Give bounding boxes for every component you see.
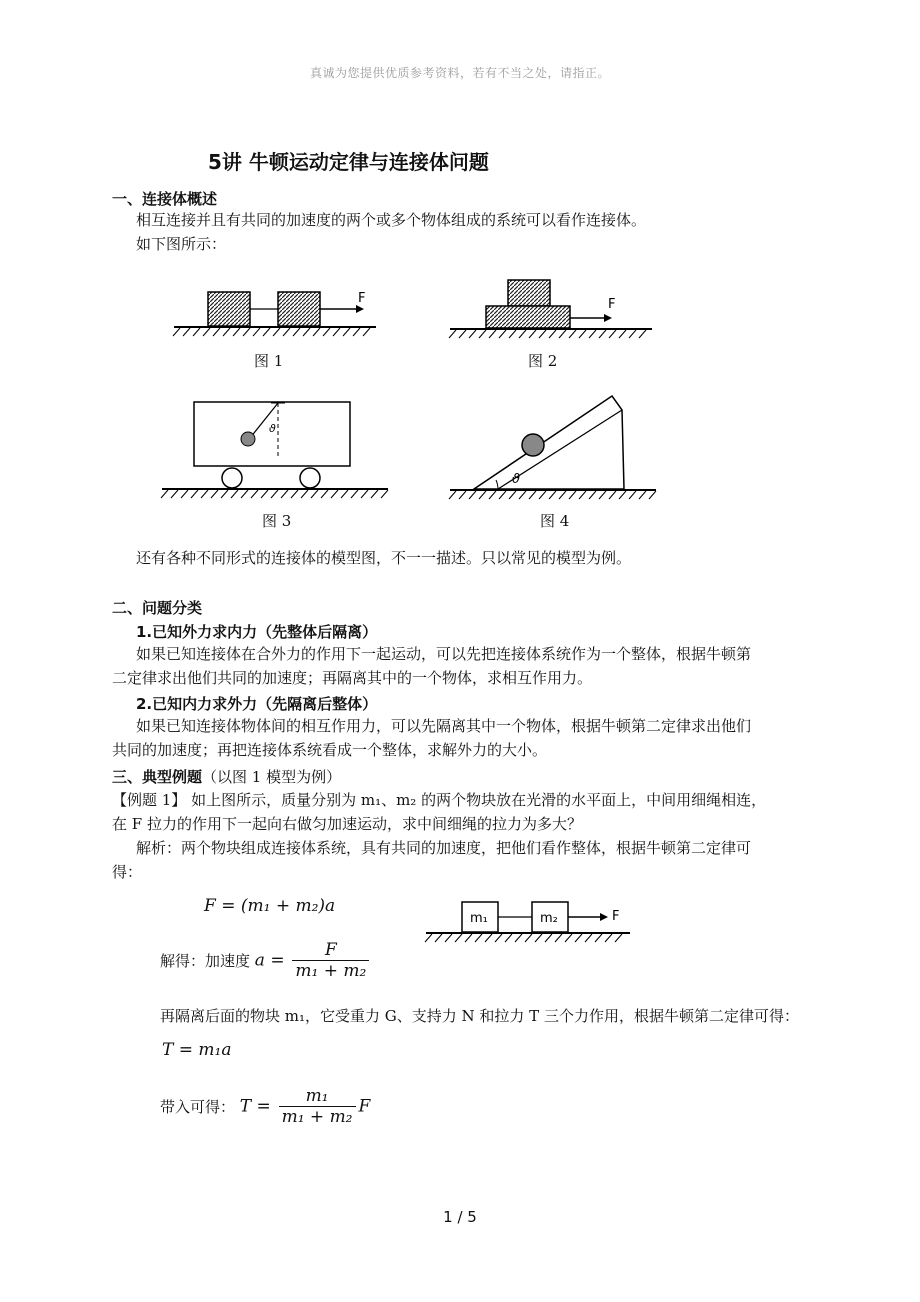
watermark: 真诚为您提供优质参考资料，若有不当之处，请指正。: [309, 66, 610, 80]
solve-label: 解得：加速度: [160, 952, 251, 970]
equation-tension: T = m₁a: [162, 1040, 232, 1060]
subsection2-line1: 如果已知连接体物体间的相互作用力，可以先隔离其中一个物体，根据牛顿第二定律求出他们: [136, 717, 752, 735]
figure4-angle-label: ϑ: [512, 472, 521, 487]
example1-block-m2-label: m₂: [540, 911, 558, 926]
figure2-ground-hatch: [449, 330, 646, 338]
figure-1-caption: 图 1: [254, 352, 284, 370]
section3-heading: 三、典型例题: [112, 768, 203, 786]
figure3-wheel-left: [222, 468, 242, 488]
equation-final-fraction: [279, 1086, 356, 1127]
subsection2-heading: 2.已知内力求外力（先隔离后整体）: [136, 695, 378, 713]
section3-heading-note: （以图 1 模型为例）: [202, 768, 342, 786]
example1-line1: 如上图所示，质量分别为 m₁、m₂ 的两个物块放在光滑的水平面上，中间用细绳相连，: [186, 791, 767, 809]
equation-newton-whole: F = (m₁ + m₂)a: [204, 896, 336, 916]
subsection1-line2: 二定律求出他们共同的加速度；再隔离其中的一个物体，求相互作用力。: [112, 669, 593, 687]
equation-final-lhs: T =: [239, 1096, 271, 1117]
figure-4-diagram: [446, 388, 660, 508]
figure4-ball: [522, 434, 544, 456]
figure-1-diagram: [170, 278, 380, 346]
acceleration-numerator: F: [292, 940, 369, 961]
example1-force-label: F: [612, 909, 620, 924]
figure3-ball: [241, 432, 255, 446]
section1-heading: 一、连接体概述: [112, 190, 218, 208]
substitute-line: [160, 1086, 370, 1127]
final-numerator: m₁: [279, 1086, 356, 1107]
figure3-angle-label: ϑ: [269, 422, 276, 435]
substitute-label: 带入可得：: [160, 1098, 236, 1116]
acceleration-denominator: m₁ + m₂: [295, 961, 367, 981]
equation-acceleration-fraction: [292, 940, 369, 981]
figure2-force-label: F: [608, 297, 616, 312]
example1-label: 【例题 1】: [112, 791, 187, 809]
figure2-top-block: [508, 280, 550, 306]
figure1-block-right: [278, 292, 320, 326]
subsection2-line2: 共同的加速度；再把连接体系统看成一个整体，求解外力的大小。: [112, 741, 548, 759]
figure4-incline: [474, 396, 624, 489]
example1-analysis1: 解析：两个物块组成连接体系统，具有共同的加速度，把他们看作整体，根据牛顿第二定律可: [136, 839, 752, 857]
figure-2-diagram: [446, 270, 656, 346]
page-number: 1 / 5: [443, 1208, 477, 1226]
section2-heading: 二、问题分类: [112, 599, 203, 617]
page-title: 5讲 牛顿运动定律与连接体问题: [208, 150, 489, 174]
isolate-paragraph: 再隔离后面的物块 m₁，它受重力 G、支持力 N 和拉力 T 三个力作用，根据牛顿第二定律可得：: [160, 1007, 799, 1025]
figure3-ground-hatch: [161, 490, 388, 498]
figure-2-caption: 图 2: [528, 352, 558, 370]
figure1-force-label: F: [358, 291, 366, 306]
example1-ground-hatch: [425, 934, 622, 942]
example1-diagram: [422, 896, 636, 950]
figure1-ground-hatch: [173, 328, 370, 336]
section1-paragraph2: 如下图所示：: [136, 235, 227, 253]
section1-paragraph3: 还有各种不同形式的连接体的模型图，不一一描述。只以常见的模型为例。: [136, 549, 632, 567]
figure4-ground-hatch: [449, 491, 656, 499]
example1-analysis2: 得：: [112, 863, 143, 881]
section3-heading-line: [112, 766, 341, 787]
figure-4-caption: 图 4: [540, 512, 570, 530]
equation-final-rhs: F: [358, 1096, 371, 1117]
figure-3-caption: 图 3: [262, 512, 292, 530]
figure2-bottom-block: [486, 306, 570, 328]
figure-3-diagram: [158, 396, 392, 508]
subsection1-line1: 如果已知连接体在合外力的作用下一起运动，可以先把连接体系统作为一个整体，根据牛顿第: [136, 645, 752, 663]
example1-block-m1-label: m₁: [470, 911, 488, 926]
figure1-block-left: [208, 292, 250, 326]
final-denominator: m₁ + m₂: [281, 1107, 353, 1127]
figure3-wheel-right: [300, 468, 320, 488]
subsection1-heading: 1.已知外力求内力（先整体后隔离）: [136, 623, 378, 641]
solve-acceleration-line: [160, 940, 372, 981]
section1-paragraph1: 相互连接并且有共同的加速度的两个或多个物体组成的系统可以看作连接体。: [136, 211, 647, 229]
equation-acceleration-lhs: a =: [254, 950, 285, 971]
example1-line1-wrap: [112, 788, 766, 812]
example1-line2: 在 F 拉力的作用下一起向右做匀加速运动，求中间细绳的拉力为多大？: [112, 815, 582, 833]
